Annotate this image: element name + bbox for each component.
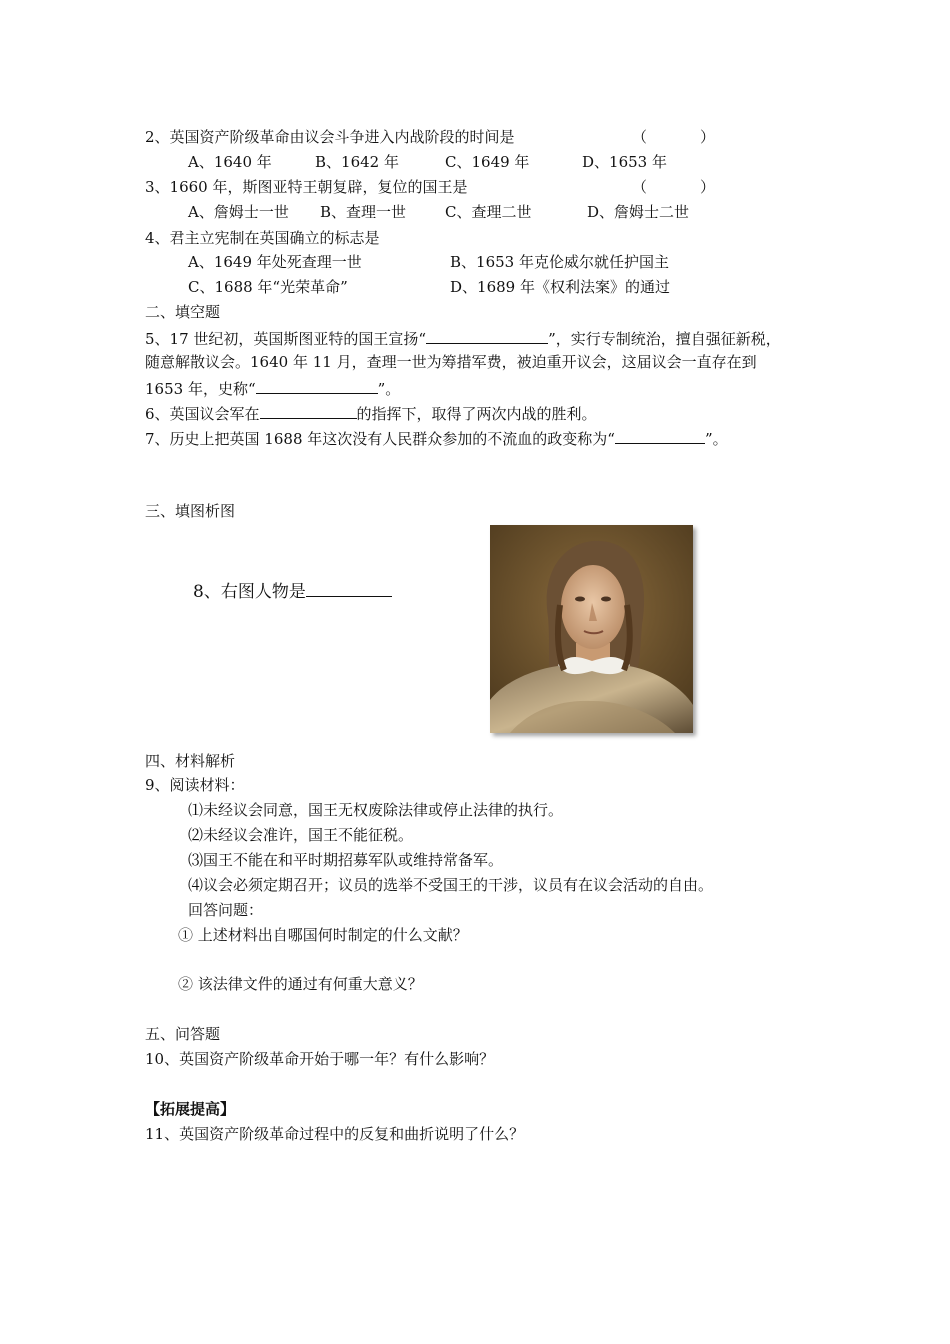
- option-c: C、1688 年“光荣革命”: [188, 278, 348, 296]
- question-6-text-a: 6、英国议会军在: [145, 405, 260, 423]
- option-c: C、1649 年: [445, 153, 530, 171]
- section-heading-fill-blank: 二、填空题: [145, 303, 221, 321]
- answer-paren-close: ）: [700, 178, 716, 196]
- answer-prompt-label: 回答问题：: [188, 901, 264, 919]
- option-b: B、1642 年: [315, 153, 399, 171]
- section-heading-figure: 三、填图析图: [145, 502, 236, 520]
- material-item: ⑴未经议会同意，国王无权废除法律或停止法律的执行。: [188, 801, 564, 819]
- section-heading-qa: 五、问答题: [145, 1025, 221, 1043]
- question-10: 10、英国资产阶级革命开始于哪一年？有什么影响？: [145, 1050, 495, 1068]
- question-9-sub-2: ② 该法律文件的通过有何重大意义？: [178, 975, 423, 993]
- answer-blank[interactable]: [256, 377, 378, 394]
- question-5-line-3: [145, 377, 400, 399]
- question-5-line-2: 随意解散议会。1640 年 11 月，查理一世为筹措军费，被迫重开议会，这届议会一直存在到: [145, 353, 757, 371]
- answer-blank[interactable]: [306, 578, 392, 597]
- answer-paren-open: （: [632, 128, 648, 146]
- question-5-text-a: 5、17 世纪初，英国斯图亚特的国王宣扬“: [145, 330, 427, 348]
- question-8-text: 8、右图人物是: [193, 582, 306, 602]
- question-4-text: 4、君主立宪制在英国确立的标志是: [145, 229, 380, 247]
- question-6: [145, 402, 597, 424]
- material-item: ⑵未经议会准许，国王不能征税。: [188, 826, 414, 844]
- option-b: B、1653 年克伦威尔就任护国主: [450, 253, 669, 271]
- question-9-title: 9、阅读材料：: [145, 776, 245, 794]
- option-d: D、1653 年: [582, 153, 667, 171]
- option-a: A、1649 年处死查理一世: [188, 253, 362, 271]
- answer-paren-open: （: [632, 178, 648, 196]
- answer-blank[interactable]: [260, 402, 357, 419]
- question-5-text-c: 1653 年，史称“: [145, 380, 256, 398]
- question-9-sub-1: ① 上述材料出自哪国何时制定的什么文献？: [178, 926, 468, 944]
- material-item: ⑶国王不能在和平时期招募军队或维持常备军。: [188, 851, 504, 869]
- question-5-text-b: ”，实行专制统治，擅自强征新税，: [548, 330, 781, 348]
- extension-heading: 【拓展提高】: [145, 1100, 236, 1118]
- question-8: [193, 578, 392, 603]
- option-c: C、查理二世: [445, 203, 532, 221]
- option-b: B、查理一世: [320, 203, 407, 221]
- question-2-text: 2、英国资产阶级革命由议会斗争进入内战阶段的时间是: [145, 128, 515, 146]
- question-7-text-b: ”。: [704, 430, 728, 448]
- question-5-line-1: [145, 327, 781, 349]
- answer-blank[interactable]: [615, 427, 705, 444]
- question-7-text-a: 7、历史上把英国 1688 年这次没有人民群众参加的不流血的政变称为“: [145, 430, 615, 448]
- option-a: A、詹姆士一世: [188, 203, 289, 221]
- option-a: A、1640 年: [188, 153, 272, 171]
- material-item: ⑷议会必须定期召开；议员的选举不受国王的干涉，议员有在议会活动的自由。: [188, 876, 714, 894]
- section-heading-material: 四、材料解析: [145, 752, 236, 770]
- option-d: D、詹姆士二世: [587, 203, 690, 221]
- question-7: [145, 427, 728, 449]
- option-d: D、1689 年《权利法案》的通过: [450, 278, 670, 296]
- question-3-text: 3、1660 年，斯图亚特王朝复辟，复位的国王是: [145, 178, 468, 196]
- portrait-image: [490, 525, 693, 733]
- question-6-text-b: 的指挥下，取得了两次内战的胜利。: [356, 405, 597, 423]
- answer-blank[interactable]: [426, 327, 548, 344]
- question-11: 11、英国资产阶级革命过程中的反复和曲折说明了什么？: [145, 1125, 525, 1143]
- answer-paren-close: ）: [700, 128, 716, 146]
- question-5-text-d: ”。: [377, 380, 401, 398]
